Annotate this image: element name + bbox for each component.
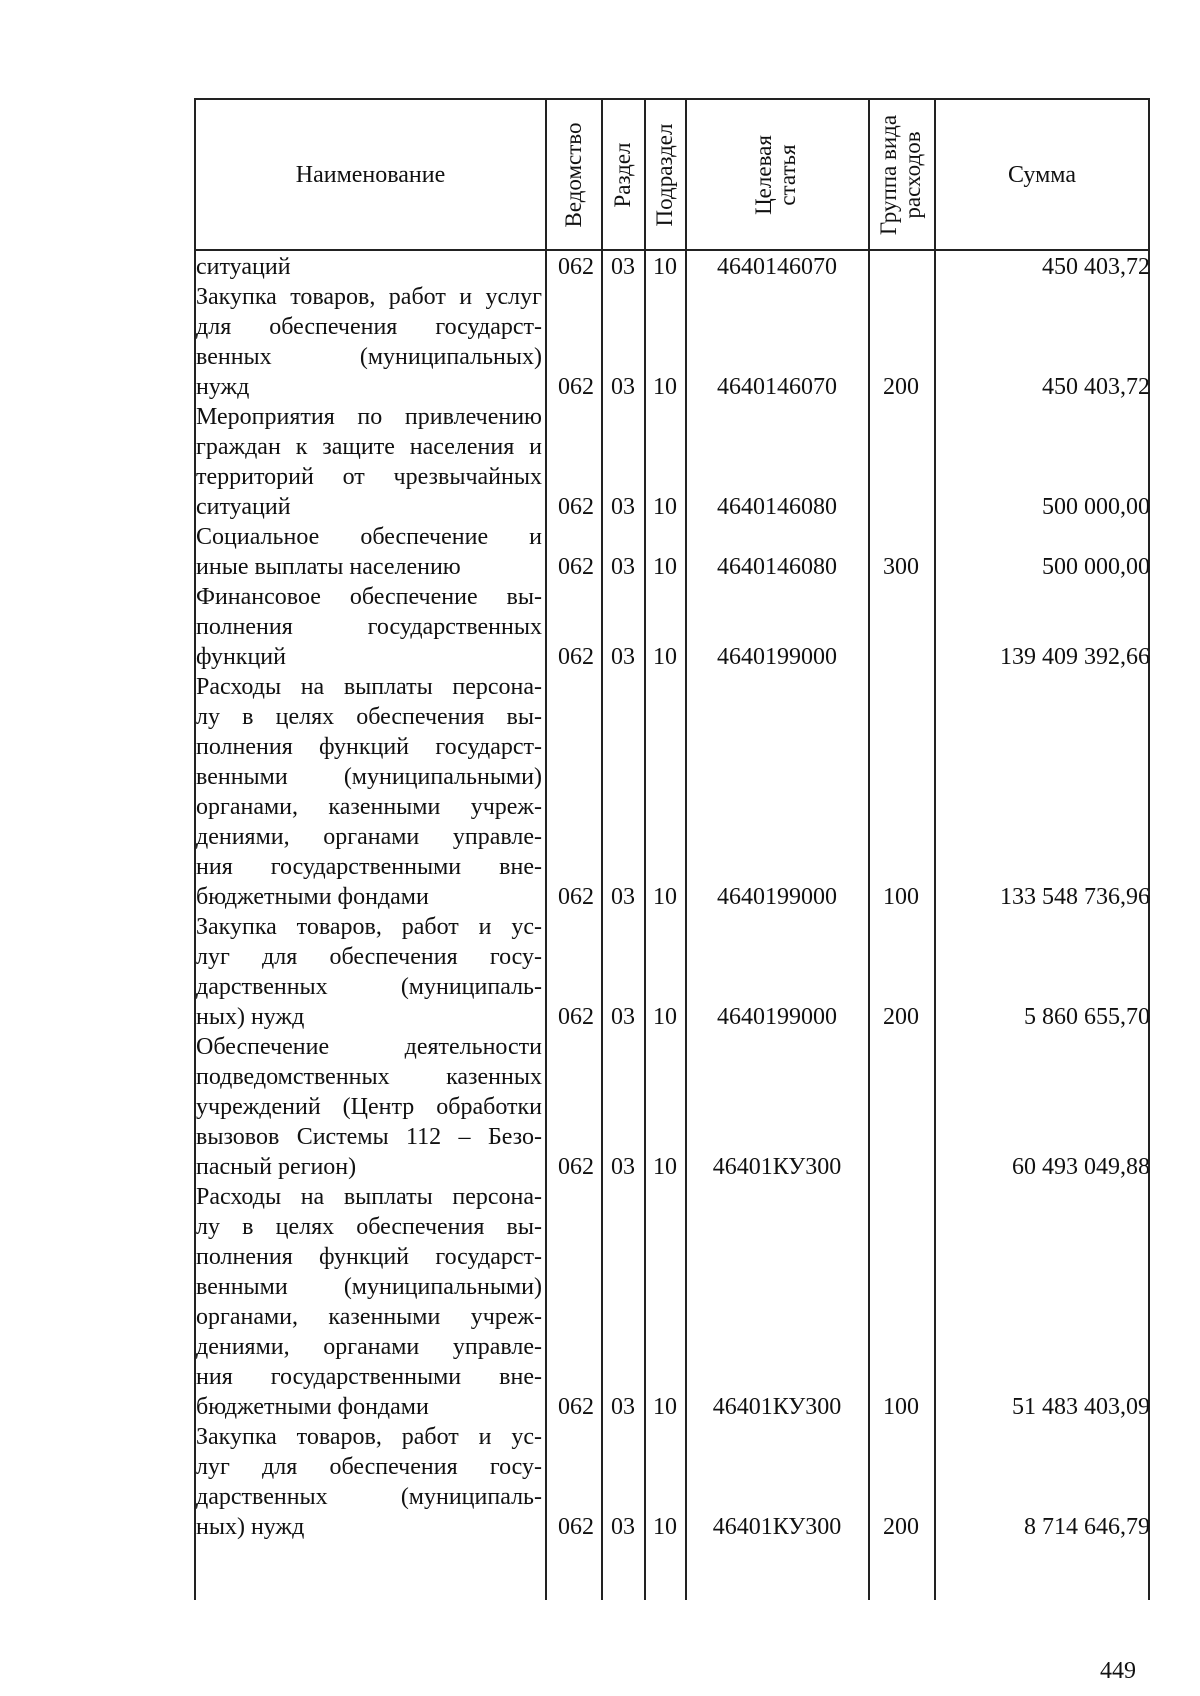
row-name-line: Расходы на выплаты персона-: [196, 1184, 542, 1210]
row-name-line: дениями, органами управле-: [196, 1334, 542, 1360]
row-name-line: дарственных (муниципаль-: [196, 1484, 542, 1510]
row-name-line: вызовов Системы 112 – Безо-: [196, 1124, 542, 1150]
header-target-line2: статья: [775, 144, 800, 206]
row-section: 03: [611, 644, 635, 670]
row-sum: 139 409 392,66: [1000, 644, 1150, 670]
row-name-line: подведомственных казенных: [196, 1064, 542, 1090]
row-name: [196, 522, 542, 582]
header-name: [196, 100, 545, 250]
row-section: 03: [611, 1514, 635, 1540]
row-name-line: учреждений (Центр обработки: [196, 1094, 542, 1120]
col-divider: [644, 98, 646, 1600]
row-name-line: ния государственными вне-: [196, 1364, 542, 1390]
row-name-line: полнения функций государст-: [196, 1244, 542, 1270]
row-section: 03: [611, 374, 635, 400]
row-sum: 450 403,72: [1042, 374, 1150, 400]
row-name-line: функций: [196, 644, 286, 670]
row-name-line: ситуаций: [196, 494, 291, 520]
row-name-line: венных (муниципальных): [196, 344, 542, 370]
row-name-line: территорий от чрезвычайных: [196, 464, 542, 490]
row-name-line: органами, казенными учреж-: [196, 1304, 542, 1330]
row-name: [196, 1422, 542, 1542]
row-name-line: бюджетными фондами: [196, 1394, 429, 1420]
row-name-line: Обеспечение деятельности: [196, 1034, 542, 1060]
row-group: 200: [883, 1514, 919, 1540]
row-name: [196, 672, 542, 912]
row-subsection: 10: [653, 374, 677, 400]
header-sum: [936, 100, 1148, 250]
row-name-line: Закупка товаров, работ и ус-: [196, 1424, 542, 1450]
row-section: 03: [611, 554, 635, 580]
row-target: 4640146080: [717, 554, 837, 580]
row-name-line: пасный регион): [196, 1154, 357, 1180]
row-dept: 062: [558, 644, 594, 670]
row-name-line: луг для обеспечения госу-: [196, 1454, 542, 1480]
row-name-line: Финансовое обеспечение вы-: [196, 584, 542, 610]
row-subsection: 10: [653, 554, 677, 580]
col-divider: [685, 98, 687, 1600]
row-section: 03: [611, 1154, 635, 1180]
row-sum: 500 000,00: [1042, 494, 1150, 520]
row-name: [196, 252, 542, 282]
row-section: 03: [611, 494, 635, 520]
row-name-line: лу в целях обеспечения вы-: [196, 1214, 542, 1240]
row-sum: 60 493 049,88: [1012, 1154, 1150, 1180]
row-name: [196, 282, 542, 402]
row-target: 46401КУ300: [712, 1514, 842, 1540]
row-name-line: дениями, органами управле-: [196, 824, 542, 850]
row-name-line: ния государственными вне-: [196, 854, 542, 880]
row-name-line: для обеспечения государст-: [196, 314, 542, 340]
row-name-line: луг для обеспечения госу-: [196, 944, 542, 970]
row-name-line: нужд: [196, 374, 250, 400]
row-sum: 133 548 736,96: [1000, 884, 1150, 910]
row-sum: 450 403,72: [1042, 254, 1150, 280]
header-target: [752, 135, 800, 215]
row-subsection: 10: [653, 1154, 677, 1180]
row-group: 300: [883, 554, 919, 580]
row-name: [196, 402, 542, 522]
header-group-line2: расходов: [900, 131, 925, 219]
row-dept: 062: [558, 1004, 594, 1030]
row-name-line: дарственных (муниципаль-: [196, 974, 542, 1000]
row-name-line: полнения государственных: [196, 614, 542, 640]
row-subsection: 10: [653, 254, 677, 280]
row-sum: 500 000,00: [1042, 554, 1150, 580]
row-name-line: бюджетными фондами: [196, 884, 429, 910]
row-name-line: венными (муниципальными): [196, 1274, 542, 1300]
row-dept: 062: [558, 374, 594, 400]
row-section: 03: [611, 1004, 635, 1030]
row-subsection: 10: [653, 1004, 677, 1030]
page-number: 449: [1100, 1658, 1136, 1684]
row-subsection: 10: [653, 644, 677, 670]
row-name-line: ных) нужд: [196, 1004, 305, 1030]
row-subsection: 10: [653, 494, 677, 520]
header-dept: Ведомство: [561, 122, 586, 228]
header-section: Раздел: [610, 142, 635, 208]
row-subsection: 10: [653, 1394, 677, 1420]
row-name-line: граждан к защите населения и: [196, 434, 542, 460]
row-dept: 062: [558, 1394, 594, 1420]
col-divider: [868, 98, 870, 1600]
row-dept: 062: [558, 254, 594, 280]
row-subsection: 10: [653, 1514, 677, 1540]
row-name-line: Закупка товаров, работ и услуг: [196, 284, 542, 310]
row-name: [196, 1032, 542, 1182]
row-target: 46401КУ300: [712, 1394, 842, 1420]
row-dept: 062: [558, 554, 594, 580]
col-divider: [601, 98, 603, 1600]
row-group: 100: [883, 1394, 919, 1420]
row-target: 4640199000: [717, 644, 837, 670]
row-name-line: ситуаций: [196, 254, 291, 280]
row-sum: 5 860 655,70: [1024, 1004, 1150, 1030]
row-group: 200: [883, 1004, 919, 1030]
header-group: [877, 115, 925, 235]
row-subsection: 10: [653, 884, 677, 910]
row-target: 4640199000: [717, 1004, 837, 1030]
row-name: [196, 1182, 542, 1422]
row-dept: 062: [558, 1154, 594, 1180]
row-group: 200: [883, 374, 919, 400]
row-name-line: Расходы на выплаты персона-: [196, 674, 542, 700]
row-name-line: венными (муниципальными): [196, 764, 542, 790]
header-name-label: Наименование: [295, 161, 446, 188]
row-section: 03: [611, 884, 635, 910]
header-target-line1: Целевая: [751, 135, 776, 215]
row-group: 100: [883, 884, 919, 910]
row-section: 03: [611, 254, 635, 280]
row-sum: 8 714 646,79: [1024, 1514, 1150, 1540]
col-divider: [934, 98, 936, 1600]
row-name: [196, 912, 542, 1032]
row-name-line: Социальное обеспечение и: [196, 524, 542, 550]
row-target: 4640146080: [717, 494, 837, 520]
header-subsection: Подраздел: [652, 123, 677, 227]
row-name-line: Мероприятия по привлечению: [196, 404, 542, 430]
row-sum: 51 483 403,09: [1012, 1394, 1150, 1420]
row-name-line: лу в целях обеспечения вы-: [196, 704, 542, 730]
row-dept: 062: [558, 884, 594, 910]
row-target: 4640146070: [717, 254, 837, 280]
row-dept: 062: [558, 494, 594, 520]
row-name-line: Закупка товаров, работ и ус-: [196, 914, 542, 940]
row-target: 46401КУ300: [712, 1154, 842, 1180]
header-sum-label: Сумма: [1008, 161, 1076, 188]
table-border-right: [1148, 98, 1150, 1600]
row-name-line: иные выплаты населению: [196, 554, 461, 580]
col-divider: [545, 98, 547, 1600]
row-section: 03: [611, 1394, 635, 1420]
row-name: [196, 582, 542, 672]
row-target: 4640199000: [717, 884, 837, 910]
row-name-line: органами, казенными учреж-: [196, 794, 542, 820]
row-target: 4640146070: [717, 374, 837, 400]
row-dept: 062: [558, 1514, 594, 1540]
row-name-line: полнения функций государст-: [196, 734, 542, 760]
header-group-line1: Группа вида: [876, 114, 901, 236]
row-name-line: ных) нужд: [196, 1514, 305, 1540]
